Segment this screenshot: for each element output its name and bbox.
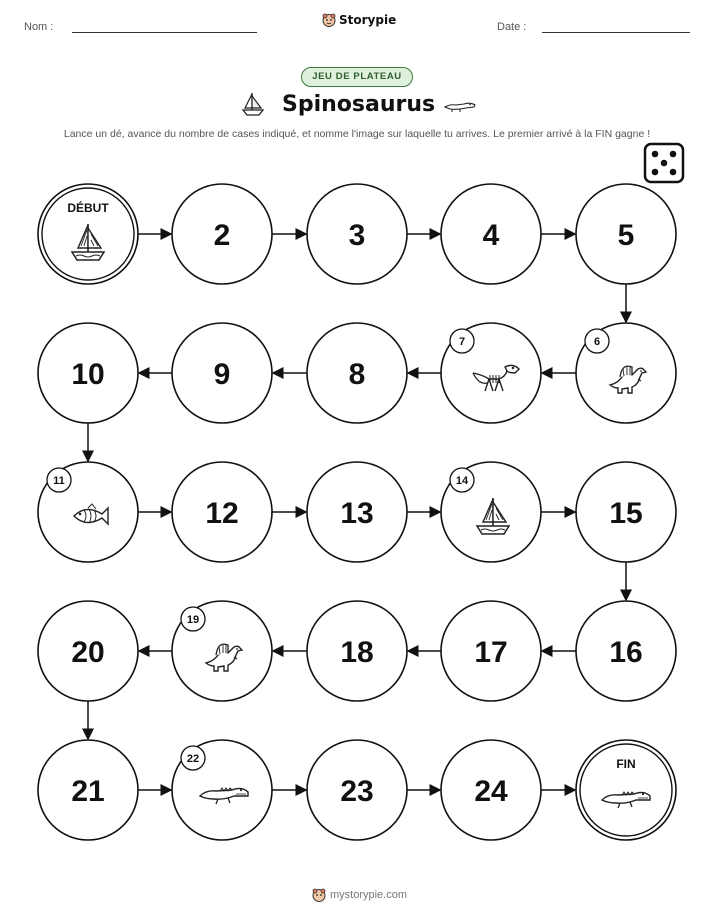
- square-number: 8: [348, 358, 366, 391]
- square-number: 12: [205, 497, 239, 530]
- square-number: 23: [340, 775, 374, 808]
- square-number: 19: [186, 614, 200, 626]
- square-number: 18: [340, 636, 374, 669]
- board-square-18[interactable]: [307, 601, 407, 701]
- square-number: 10: [71, 358, 105, 391]
- squares-layer: [38, 184, 676, 840]
- board-square-22[interactable]: [172, 740, 272, 840]
- square-number: 21: [71, 775, 105, 808]
- game-type-badge: JEU DE PLATEAU: [301, 67, 413, 87]
- board-square-14[interactable]: [441, 462, 541, 562]
- square-number: 11: [53, 475, 65, 487]
- board-square-15[interactable]: [576, 462, 676, 562]
- name-label: Nom :: [24, 21, 54, 33]
- square-number: 20: [71, 636, 105, 669]
- end-label: FIN: [616, 757, 636, 771]
- board-square-8[interactable]: [307, 323, 407, 423]
- board-square-24[interactable]: [441, 740, 541, 840]
- square-number: 2: [213, 219, 231, 252]
- board-square-11[interactable]: [38, 462, 138, 562]
- square-number: 9: [213, 358, 231, 391]
- board-square-9[interactable]: [172, 323, 272, 423]
- board-square-2[interactable]: [172, 184, 272, 284]
- storypie-mascot-icon: [312, 888, 326, 902]
- square-number: 7: [458, 336, 466, 348]
- square-number: 24: [474, 775, 508, 808]
- brand-name: Storypie: [339, 13, 397, 27]
- footer: [312, 888, 407, 902]
- board-square-19[interactable]: [172, 601, 272, 701]
- start-label: DÉBUT: [67, 201, 109, 215]
- square-number: 17: [474, 636, 508, 669]
- board-square-1[interactable]: [38, 184, 138, 284]
- page-title: Spinosaurus: [282, 92, 436, 117]
- board-square-13[interactable]: [307, 462, 407, 562]
- board-square-16[interactable]: [576, 601, 676, 701]
- square-number: 13: [340, 497, 374, 530]
- instructions: Lance un dé, avance du nombre de cases indiqué, et nomme l'image sur laquelle tu arrives. Le premier arrivé à la FIN gagne !: [63, 128, 651, 140]
- board-square-5[interactable]: [576, 184, 676, 284]
- square-number: 5: [617, 219, 635, 252]
- square-number: 14: [455, 475, 469, 487]
- board-square-3[interactable]: [307, 184, 407, 284]
- square-number: 6: [593, 336, 601, 348]
- board-square-7[interactable]: [441, 323, 541, 423]
- board-square-4[interactable]: [441, 184, 541, 284]
- square-number: 16: [609, 636, 643, 669]
- square-number: 22: [186, 753, 200, 765]
- square-number: 4: [482, 219, 500, 252]
- date-label: Date :: [497, 21, 527, 33]
- footer-url[interactable]: mystorypie.com: [330, 889, 408, 901]
- board-square-20[interactable]: [38, 601, 138, 701]
- square-number: 15: [609, 497, 643, 530]
- board-square-21[interactable]: [38, 740, 138, 840]
- board-square-10[interactable]: [38, 323, 138, 423]
- board-square-25[interactable]: [576, 740, 676, 840]
- board-square-12[interactable]: [172, 462, 272, 562]
- board-square-6[interactable]: [576, 323, 676, 423]
- board-square-23[interactable]: [307, 740, 407, 840]
- square-number: 3: [348, 219, 366, 252]
- board-square-17[interactable]: [441, 601, 541, 701]
